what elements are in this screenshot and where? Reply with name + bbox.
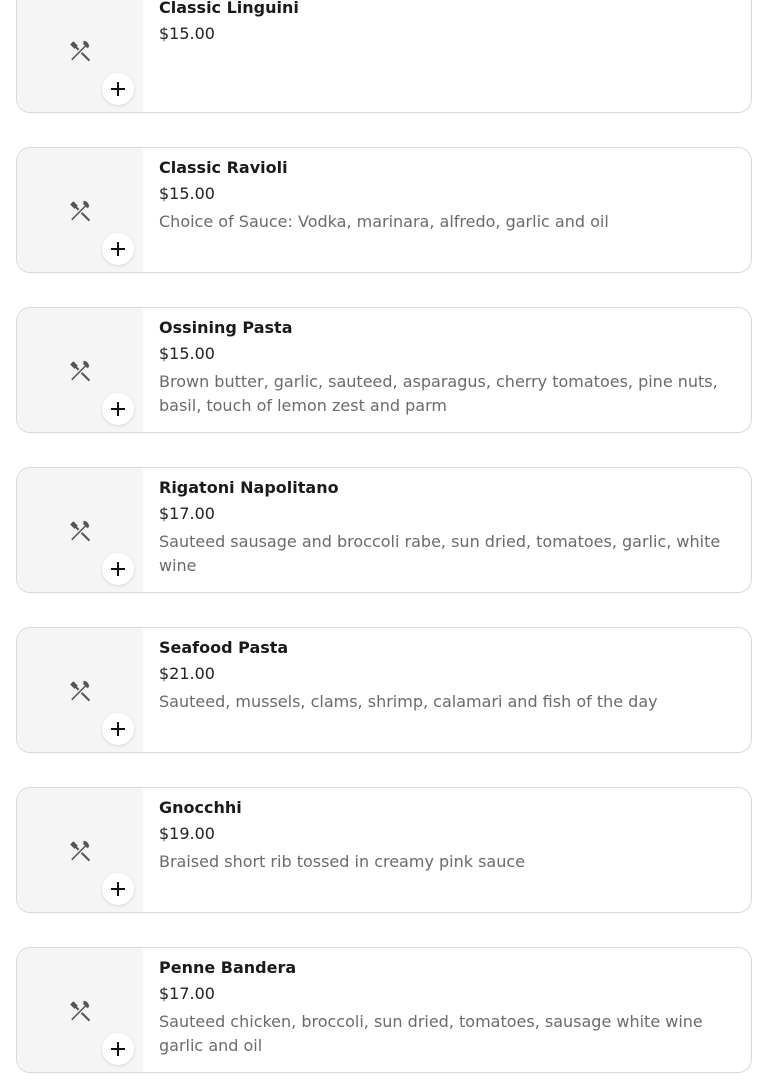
menu-item-description: Braised short rib tossed in creamy pink sauce (159, 852, 526, 871)
menu-item-card[interactable] (16, 947, 752, 1073)
fork-knife-icon (68, 518, 94, 544)
add-to-cart-button[interactable] (102, 713, 134, 745)
menu-item-info (143, 148, 751, 272)
fork-knife-icon (68, 678, 94, 704)
menu-item-card[interactable] (16, 467, 752, 593)
menu-item-price: $17.00 (159, 984, 215, 1003)
add-to-cart-button[interactable] (102, 873, 134, 905)
menu-item-info (143, 468, 751, 592)
menu-item-image (17, 948, 143, 1072)
add-to-cart-button[interactable] (102, 233, 134, 265)
fork-knife-icon (68, 38, 94, 64)
menu-item-name: Classic Linguini (159, 0, 299, 17)
fork-knife-icon (68, 198, 94, 224)
menu-item-name: Seafood Pasta (159, 638, 289, 657)
plus-icon (108, 399, 128, 419)
menu-item-image (17, 468, 143, 592)
menu-item-card[interactable] (16, 627, 752, 753)
add-to-cart-button[interactable] (102, 1033, 134, 1065)
menu-item-info (143, 0, 751, 112)
menu-item-description: Sauteed, mussels, clams, shrimp, calamari and fish of the day (159, 692, 658, 711)
menu-item-description: Brown butter, garlic, sauteed, asparagus, cherry tomatoes, pine nuts, basil, touch of lemon zest and parm (159, 372, 718, 415)
menu-item-card[interactable] (16, 787, 752, 913)
menu-item-price: $19.00 (159, 824, 215, 843)
add-to-cart-button[interactable] (102, 73, 134, 105)
plus-icon (108, 79, 128, 99)
fork-knife-icon (68, 998, 94, 1024)
menu-item-card[interactable] (16, 147, 752, 273)
menu-item-image (17, 788, 143, 912)
plus-icon (108, 1039, 128, 1059)
plus-icon (108, 879, 128, 899)
menu-item-info (143, 628, 751, 752)
menu-item-price: $21.00 (159, 664, 215, 683)
menu-item-name: Gnocchhi (159, 798, 242, 817)
add-to-cart-button[interactable] (102, 553, 134, 585)
menu-item-card[interactable] (16, 307, 752, 433)
menu-item-image (17, 628, 143, 752)
menu-item-info (143, 948, 751, 1072)
fork-knife-icon (68, 838, 94, 864)
menu-item-card[interactable] (16, 0, 752, 113)
menu-item-image (17, 0, 143, 112)
menu-item-image (17, 148, 143, 272)
add-to-cart-button[interactable] (102, 393, 134, 425)
fork-knife-icon (68, 358, 94, 384)
menu-item-price: $15.00 (159, 24, 215, 43)
plus-icon (108, 239, 128, 259)
menu-item-description: Sauteed chicken, broccoli, sun dried, tomatoes, sausage white wine garlic and oil (159, 1012, 703, 1055)
menu-item-price: $15.00 (159, 184, 215, 203)
menu-item-name: Classic Ravioli (159, 158, 288, 177)
plus-icon (108, 719, 128, 739)
menu-item-info (143, 308, 751, 432)
menu-item-name: Rigatoni Napolitano (159, 478, 339, 497)
menu-item-price: $15.00 (159, 344, 215, 363)
menu-item-name: Ossining Pasta (159, 318, 293, 337)
plus-icon (108, 559, 128, 579)
menu-item-description: Sauteed sausage and broccoli rabe, sun dried, tomatoes, garlic, white wine (159, 532, 721, 575)
menu-item-description: Choice of Sauce: Vodka, marinara, alfredo, garlic and oil (159, 212, 609, 231)
menu-item-image (17, 308, 143, 432)
menu-item-price: $17.00 (159, 504, 215, 523)
menu-item-name: Penne Bandera (159, 958, 297, 977)
menu-item-info (143, 788, 751, 912)
